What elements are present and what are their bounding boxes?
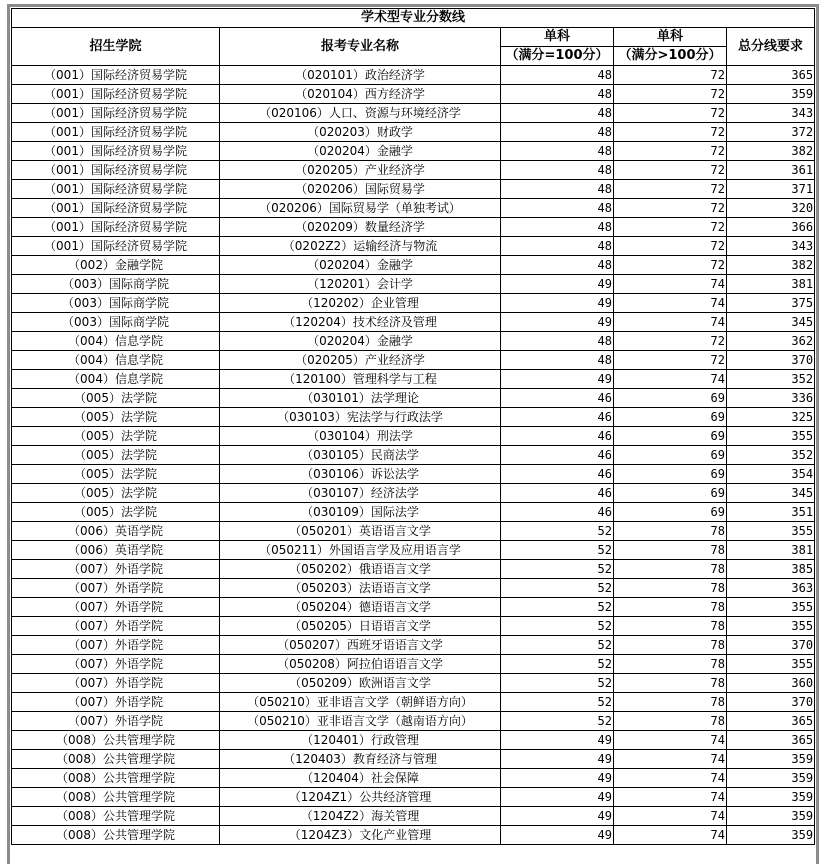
total-cell: 359 — [727, 85, 815, 104]
school-cell: （001）国际经济贸易学院 — [12, 218, 220, 237]
school-cell: （005）法学院 — [12, 408, 220, 427]
school-cell: （007）外语学院 — [12, 693, 220, 712]
single-gt100-cell: 78 — [614, 522, 727, 541]
single-gt100-cell: 72 — [614, 142, 727, 161]
total-cell: 366 — [727, 218, 815, 237]
major-cell: （120100）管理科学与工程 — [220, 370, 501, 389]
single-gt100-cell: 74 — [614, 807, 727, 826]
major-cell: （020203）财政学 — [220, 123, 501, 142]
table-row — [12, 370, 815, 389]
single-gt100-cell: 78 — [614, 598, 727, 617]
single-100-cell: 52 — [501, 617, 614, 636]
table-row — [12, 712, 815, 731]
table-row — [12, 750, 815, 769]
single-100-cell: 49 — [501, 788, 614, 807]
single-100-cell: 46 — [501, 446, 614, 465]
major-cell: （1204Z3）文化产业管理 — [220, 826, 501, 845]
school-cell: （003）国际商学院 — [12, 275, 220, 294]
table-row — [12, 66, 815, 85]
table-row — [12, 484, 815, 503]
major-cell: （120204）技术经济及管理 — [220, 313, 501, 332]
single-100-cell: 52 — [501, 541, 614, 560]
school-cell: （008）公共管理学院 — [12, 807, 220, 826]
single-100-cell: 49 — [501, 750, 614, 769]
total-cell: 355 — [727, 598, 815, 617]
total-cell: 345 — [727, 484, 815, 503]
header-single-100-bottom: （满分=100分） — [501, 47, 614, 66]
school-cell: （001）国际经济贸易学院 — [12, 123, 220, 142]
total-cell: 359 — [727, 788, 815, 807]
single-100-cell: 49 — [501, 731, 614, 750]
single-gt100-cell: 78 — [614, 712, 727, 731]
single-gt100-cell: 69 — [614, 427, 727, 446]
major-cell: （120403）教育经济与管理 — [220, 750, 501, 769]
table-row — [12, 598, 815, 617]
single-gt100-cell: 78 — [614, 560, 727, 579]
single-gt100-cell: 72 — [614, 66, 727, 85]
school-cell: （007）外语学院 — [12, 655, 220, 674]
single-100-cell: 48 — [501, 123, 614, 142]
single-100-cell: 46 — [501, 465, 614, 484]
table-row — [12, 218, 815, 237]
major-cell: （0202Z2）运输经济与物流 — [220, 237, 501, 256]
major-cell: （020204）金融学 — [220, 142, 501, 161]
single-gt100-cell: 74 — [614, 826, 727, 845]
single-gt100-cell: 72 — [614, 123, 727, 142]
school-cell: （001）国际经济贸易学院 — [12, 199, 220, 218]
school-cell: （002）金融学院 — [12, 256, 220, 275]
single-100-cell: 48 — [501, 256, 614, 275]
single-100-cell: 46 — [501, 503, 614, 522]
total-cell: 365 — [727, 712, 815, 731]
table-row — [12, 199, 815, 218]
total-cell: 355 — [727, 522, 815, 541]
school-cell: （008）公共管理学院 — [12, 750, 220, 769]
single-gt100-cell: 72 — [614, 218, 727, 237]
total-cell: 365 — [727, 731, 815, 750]
single-gt100-cell: 72 — [614, 256, 727, 275]
major-cell: （120404）社会保障 — [220, 769, 501, 788]
single-100-cell: 46 — [501, 408, 614, 427]
table-row — [12, 465, 815, 484]
single-gt100-cell: 69 — [614, 484, 727, 503]
single-100-cell: 48 — [501, 66, 614, 85]
table-row — [12, 769, 815, 788]
single-100-cell: 48 — [501, 332, 614, 351]
major-cell: （050203）法语语言文学 — [220, 579, 501, 598]
total-cell: 355 — [727, 617, 815, 636]
single-gt100-cell: 78 — [614, 617, 727, 636]
single-gt100-cell: 74 — [614, 294, 727, 313]
major-cell: （050202）俄语语言文学 — [220, 560, 501, 579]
school-cell: （007）外语学院 — [12, 598, 220, 617]
table-title: 学术型专业分数线 — [12, 9, 815, 28]
single-100-cell: 52 — [501, 712, 614, 731]
school-cell: （007）外语学院 — [12, 674, 220, 693]
header-school: 招生学院 — [12, 28, 220, 66]
single-gt100-cell: 72 — [614, 237, 727, 256]
total-cell: 359 — [727, 826, 815, 845]
table-row — [12, 446, 815, 465]
table-row — [12, 427, 815, 446]
table-row — [12, 674, 815, 693]
single-gt100-cell: 74 — [614, 370, 727, 389]
total-cell: 360 — [727, 674, 815, 693]
total-cell: 382 — [727, 256, 815, 275]
school-cell: （007）外语学院 — [12, 712, 220, 731]
single-100-cell: 52 — [501, 636, 614, 655]
total-cell: 381 — [727, 275, 815, 294]
single-gt100-cell: 69 — [614, 465, 727, 484]
total-cell: 343 — [727, 104, 815, 123]
school-cell: （001）国际经济贸易学院 — [12, 237, 220, 256]
school-cell: （005）法学院 — [12, 465, 220, 484]
single-gt100-cell: 69 — [614, 408, 727, 427]
total-cell: 343 — [727, 237, 815, 256]
table-row — [12, 313, 815, 332]
major-cell: （120202）企业管理 — [220, 294, 501, 313]
table-row — [12, 85, 815, 104]
table-row — [12, 731, 815, 750]
single-100-cell: 49 — [501, 294, 614, 313]
major-cell: （050207）西班牙语语言文学 — [220, 636, 501, 655]
single-gt100-cell: 74 — [614, 750, 727, 769]
school-cell: （001）国际经济贸易学院 — [12, 161, 220, 180]
single-100-cell: 48 — [501, 237, 614, 256]
single-100-cell: 48 — [501, 180, 614, 199]
header-total: 总分线要求 — [727, 28, 815, 66]
table-row — [12, 142, 815, 161]
school-cell: （006）英语学院 — [12, 522, 220, 541]
single-100-cell: 52 — [501, 598, 614, 617]
school-cell: （007）外语学院 — [12, 579, 220, 598]
school-cell: （001）国际经济贸易学院 — [12, 142, 220, 161]
single-gt100-cell: 78 — [614, 579, 727, 598]
single-100-cell: 46 — [501, 389, 614, 408]
table-row — [12, 332, 815, 351]
school-cell: （004）信息学院 — [12, 332, 220, 351]
single-100-cell: 46 — [501, 427, 614, 446]
major-cell: （030109）国际法学 — [220, 503, 501, 522]
single-gt100-cell: 74 — [614, 769, 727, 788]
major-cell: （1204Z2）海关管理 — [220, 807, 501, 826]
total-cell: 370 — [727, 636, 815, 655]
single-gt100-cell: 78 — [614, 655, 727, 674]
major-cell: （050201）英语语言文学 — [220, 522, 501, 541]
single-gt100-cell: 69 — [614, 389, 727, 408]
total-cell: 361 — [727, 161, 815, 180]
table-row — [12, 256, 815, 275]
total-cell: 336 — [727, 389, 815, 408]
table-row — [12, 579, 815, 598]
total-cell: 382 — [727, 142, 815, 161]
total-cell: 363 — [727, 579, 815, 598]
major-cell: （020209）数量经济学 — [220, 218, 501, 237]
table-row — [12, 807, 815, 826]
total-cell: 359 — [727, 769, 815, 788]
school-cell: （008）公共管理学院 — [12, 788, 220, 807]
school-cell: （008）公共管理学院 — [12, 769, 220, 788]
single-100-cell: 48 — [501, 142, 614, 161]
single-100-cell: 48 — [501, 351, 614, 370]
total-cell: 365 — [727, 66, 815, 85]
table-title-row — [12, 9, 815, 28]
school-cell: （008）公共管理学院 — [12, 826, 220, 845]
total-cell: 352 — [727, 446, 815, 465]
header-single-100-top: 单科 — [501, 28, 614, 47]
total-cell: 385 — [727, 560, 815, 579]
table-row — [12, 161, 815, 180]
school-cell: （001）国际经济贸易学院 — [12, 66, 220, 85]
single-gt100-cell: 74 — [614, 788, 727, 807]
school-cell: （008）公共管理学院 — [12, 731, 220, 750]
single-gt100-cell: 74 — [614, 731, 727, 750]
table-row — [12, 541, 815, 560]
total-cell: 381 — [727, 541, 815, 560]
major-cell: （020205）产业经济学 — [220, 351, 501, 370]
single-gt100-cell: 69 — [614, 503, 727, 522]
table-row — [12, 693, 815, 712]
total-cell: 375 — [727, 294, 815, 313]
total-cell: 320 — [727, 199, 815, 218]
major-cell: （050205）日语语言文学 — [220, 617, 501, 636]
school-cell: （001）国际经济贸易学院 — [12, 85, 220, 104]
table-row — [12, 104, 815, 123]
school-cell: （005）法学院 — [12, 427, 220, 446]
single-100-cell: 49 — [501, 313, 614, 332]
major-cell: （030103）宪法学与行政法学 — [220, 408, 501, 427]
single-100-cell: 48 — [501, 199, 614, 218]
single-gt100-cell: 72 — [614, 199, 727, 218]
major-cell: （020106）人口、资源与环境经济学 — [220, 104, 501, 123]
total-cell: 372 — [727, 123, 815, 142]
table-row — [12, 788, 815, 807]
single-100-cell: 52 — [501, 560, 614, 579]
total-cell: 352 — [727, 370, 815, 389]
header-single-gt100-top: 单科 — [614, 28, 727, 47]
major-cell: （020206）国际贸易学（单独考试） — [220, 199, 501, 218]
major-cell: （120401）行政管理 — [220, 731, 501, 750]
major-cell: （030104）刑法学 — [220, 427, 501, 446]
single-100-cell: 52 — [501, 579, 614, 598]
total-cell: 345 — [727, 313, 815, 332]
header-major: 报考专业名称 — [220, 28, 501, 66]
major-cell: （020204）金融学 — [220, 256, 501, 275]
major-cell: （030106）诉讼法学 — [220, 465, 501, 484]
single-gt100-cell: 72 — [614, 351, 727, 370]
table-row — [12, 389, 815, 408]
school-cell: （001）国际经济贸易学院 — [12, 180, 220, 199]
major-cell: （1204Z1）公共经济管理 — [220, 788, 501, 807]
single-100-cell: 52 — [501, 693, 614, 712]
table-body — [12, 66, 815, 845]
major-cell: （050211）外国语言学及应用语言学 — [220, 541, 501, 560]
single-gt100-cell: 69 — [614, 446, 727, 465]
major-cell: （050209）欧洲语言文学 — [220, 674, 501, 693]
single-100-cell: 52 — [501, 655, 614, 674]
table-row — [12, 275, 815, 294]
table-row — [12, 522, 815, 541]
single-100-cell: 52 — [501, 522, 614, 541]
table-row — [12, 503, 815, 522]
single-gt100-cell: 72 — [614, 332, 727, 351]
major-cell: （120201）会计学 — [220, 275, 501, 294]
total-cell: 325 — [727, 408, 815, 427]
header-single-gt100-bottom: （满分>100分） — [614, 47, 727, 66]
major-cell: （020205）产业经济学 — [220, 161, 501, 180]
total-cell: 362 — [727, 332, 815, 351]
total-cell: 351 — [727, 503, 815, 522]
total-cell: 355 — [727, 427, 815, 446]
major-cell: （030101）法学理论 — [220, 389, 501, 408]
school-cell: （004）信息学院 — [12, 351, 220, 370]
single-gt100-cell: 74 — [614, 313, 727, 332]
school-cell: （001）国际经济贸易学院 — [12, 104, 220, 123]
major-cell: （050210）亚非语言文学（朝鲜语方向） — [220, 693, 501, 712]
school-cell: （005）法学院 — [12, 446, 220, 465]
single-100-cell: 49 — [501, 275, 614, 294]
major-cell: （050208）阿拉伯语语言文学 — [220, 655, 501, 674]
single-gt100-cell: 72 — [614, 85, 727, 104]
school-cell: （005）法学院 — [12, 484, 220, 503]
total-cell: 355 — [727, 655, 815, 674]
table-row — [12, 655, 815, 674]
single-100-cell: 49 — [501, 807, 614, 826]
total-cell: 354 — [727, 465, 815, 484]
table-row — [12, 294, 815, 313]
single-gt100-cell: 78 — [614, 541, 727, 560]
table-row — [12, 351, 815, 370]
school-cell: （003）国际商学院 — [12, 294, 220, 313]
total-cell: 370 — [727, 693, 815, 712]
score-table — [11, 8, 815, 845]
table-row — [12, 826, 815, 845]
total-cell: 359 — [727, 750, 815, 769]
major-cell: （020204）金融学 — [220, 332, 501, 351]
major-cell: （050210）亚非语言文学（越南语方向） — [220, 712, 501, 731]
header-row-1 — [12, 28, 815, 47]
major-cell: （030105）民商法学 — [220, 446, 501, 465]
single-gt100-cell: 74 — [614, 275, 727, 294]
major-cell: （020101）政治经济学 — [220, 66, 501, 85]
single-gt100-cell: 72 — [614, 104, 727, 123]
school-cell: （007）外语学院 — [12, 560, 220, 579]
total-cell: 370 — [727, 351, 815, 370]
major-cell: （020104）西方经济学 — [220, 85, 501, 104]
single-gt100-cell: 78 — [614, 636, 727, 655]
total-cell: 371 — [727, 180, 815, 199]
table-row — [12, 237, 815, 256]
table-row — [12, 617, 815, 636]
single-gt100-cell: 78 — [614, 693, 727, 712]
single-100-cell: 48 — [501, 85, 614, 104]
major-cell: （030107）经济法学 — [220, 484, 501, 503]
single-100-cell: 49 — [501, 826, 614, 845]
single-100-cell: 48 — [501, 104, 614, 123]
school-cell: （007）外语学院 — [12, 617, 220, 636]
school-cell: （007）外语学院 — [12, 636, 220, 655]
total-cell: 359 — [727, 807, 815, 826]
school-cell: （005）法学院 — [12, 389, 220, 408]
school-cell: （004）信息学院 — [12, 370, 220, 389]
school-cell: （006）英语学院 — [12, 541, 220, 560]
single-gt100-cell: 72 — [614, 161, 727, 180]
single-100-cell: 49 — [501, 370, 614, 389]
single-100-cell: 48 — [501, 161, 614, 180]
table-row — [12, 560, 815, 579]
major-cell: （050204）德语语言文学 — [220, 598, 501, 617]
single-gt100-cell: 78 — [614, 674, 727, 693]
single-100-cell: 49 — [501, 769, 614, 788]
single-gt100-cell: 72 — [614, 180, 727, 199]
single-100-cell: 48 — [501, 218, 614, 237]
table-row — [12, 636, 815, 655]
table-row — [12, 180, 815, 199]
table-row — [12, 123, 815, 142]
single-100-cell: 46 — [501, 484, 614, 503]
major-cell: （020206）国际贸易学 — [220, 180, 501, 199]
single-100-cell: 52 — [501, 674, 614, 693]
table-row — [12, 408, 815, 427]
school-cell: （003）国际商学院 — [12, 313, 220, 332]
school-cell: （005）法学院 — [12, 503, 220, 522]
